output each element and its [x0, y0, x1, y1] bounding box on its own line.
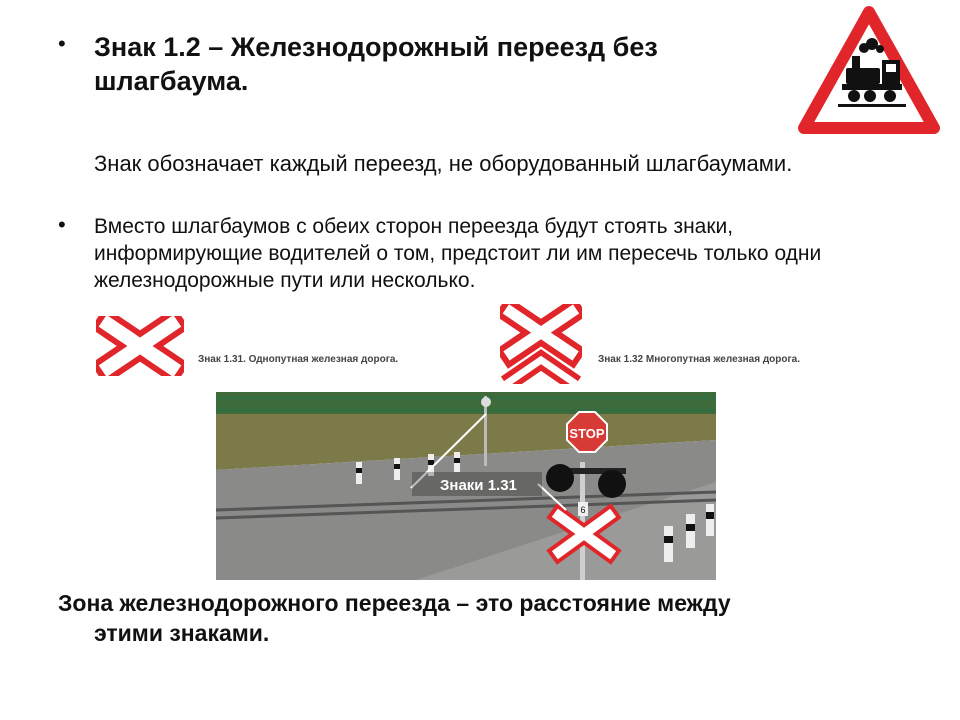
- photo-annotation-label: Знаки 1.31: [440, 477, 517, 494]
- single-track-cross-sign: [96, 316, 184, 376]
- bullet-dot: •: [58, 212, 66, 237]
- paragraph-1: Знак обозначает каждый переезд, не оборудованный шлагбаумами.: [94, 151, 793, 176]
- paragraph-2: Вместо шлагбаумов с обеих сторон переезда будут стоять знаки, информирующие водителей о том, предстоит ли им пересечь только одни железнодорожные пути или несколько.: [94, 215, 822, 292]
- footer-line-2: этими знаками.: [94, 620, 270, 646]
- bullet-dot: •: [58, 31, 66, 56]
- railway-crossing-triangle-sign: [798, 4, 940, 134]
- slide-title: Знак 1.2 – Железнодорожный переезд без шлагбаума.: [94, 32, 658, 96]
- multi-track-cross-sign: [500, 304, 582, 384]
- footer-line-1: Зона железнодорожного переезда – это расстояние между: [58, 590, 731, 616]
- sign-132-caption: Знак 1.32 Многопутная железная дорога.: [598, 354, 801, 365]
- sign-131-caption: Знак 1.31. Однопутная железная дорога.: [198, 354, 399, 365]
- stop-sign-text: STOP: [569, 426, 605, 441]
- footer-statement: [58, 588, 918, 648]
- plate-number: 6: [580, 505, 586, 515]
- railway-crossing-photo: [216, 392, 716, 580]
